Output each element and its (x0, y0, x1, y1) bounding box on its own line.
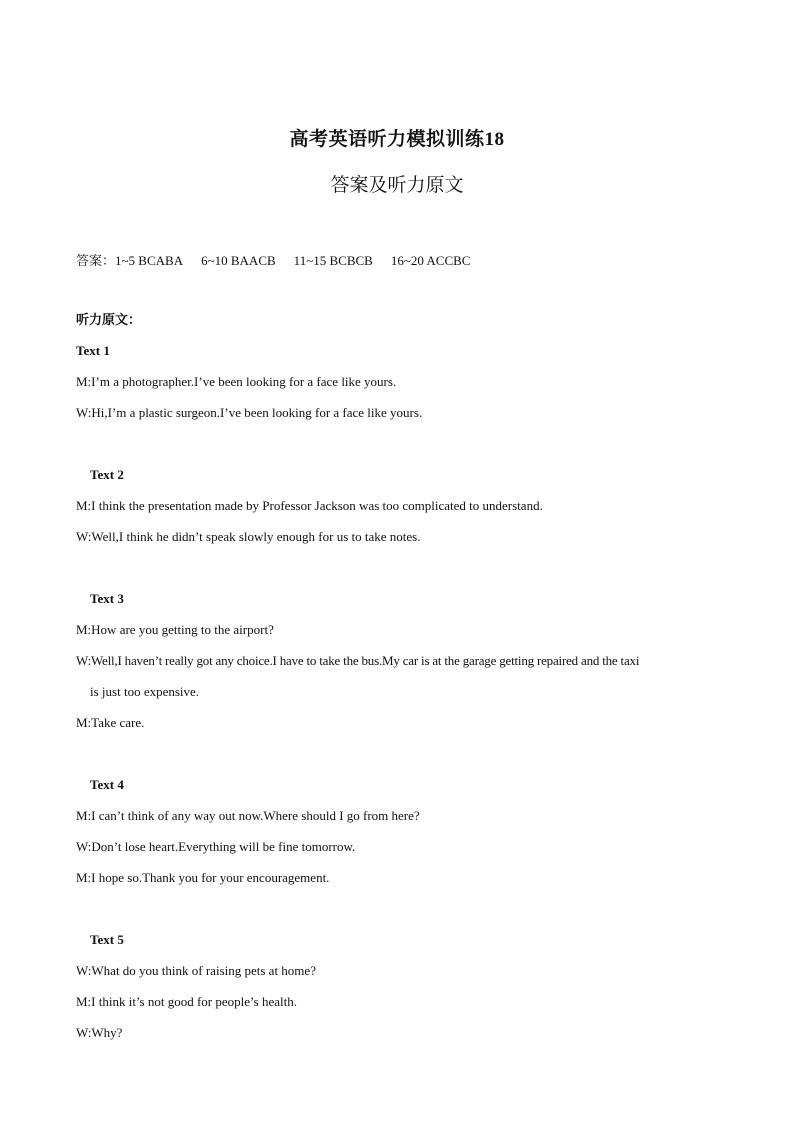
text-section-5 (76, 932, 726, 1041)
dialogue-line: M:How are you getting to the airport? (76, 622, 274, 637)
answer-group: 11~15 BCBCB (293, 253, 373, 268)
dialogue-line: M:I can’t think of any way out now.Where should I go from here? (76, 808, 420, 823)
text-heading: Text 5 (90, 932, 124, 947)
answer-label: 答案： (76, 253, 116, 268)
text-heading: Text 4 (90, 777, 124, 792)
dialogue-line: M:I’m a photographer.I’ve been looking for a face like yours. (76, 374, 397, 389)
page-title: 高考英语听力模拟训练18 (289, 129, 505, 150)
answer-group: 6~10 BAACB (201, 253, 276, 268)
dialogue-line: M:I hope so.Thank you for your encouragement. (76, 870, 330, 885)
transcript (76, 312, 726, 1056)
text-section-4 (76, 777, 726, 886)
transcript-label: 听力原文： (76, 312, 142, 327)
dialogue-line: M:I think it’s not good for people’s health. (76, 994, 297, 1009)
dialogue-line: W:Don’t lose heart.Everything will be fine tomorrow. (76, 839, 356, 854)
page-subtitle: 答案及听力原文 (330, 175, 464, 196)
answer-group: 1~5 BCABA (115, 253, 184, 268)
text-heading: Text 2 (90, 467, 124, 482)
text-section-1 (76, 343, 726, 421)
dialogue-line: W:Well,I think he didn’t speak slowly enough for us to take notes. (76, 529, 421, 544)
dialogue-line: W:Well,I haven’t really got any choice.I have to take the bus.My car is at the garage getting repaired and the taxi (76, 653, 640, 668)
answer-group: 16~20 ACCBC (390, 253, 471, 268)
text-section-3 (76, 591, 726, 731)
text-heading: Text 1 (76, 343, 110, 358)
text-section-2 (76, 467, 726, 545)
dialogue-line: W:Hi,I’m a plastic surgeon.I’ve been looking for a face like yours. (76, 405, 423, 420)
text-heading: Text 3 (90, 591, 124, 606)
dialogue-line: W:What do you think of raising pets at home? (76, 963, 316, 978)
dialogue-line: W:Why? (76, 1025, 123, 1040)
dialogue-line: M:I think the presentation made by Professor Jackson was too complicated to understand. (76, 498, 543, 513)
answer-key (76, 250, 488, 269)
dialogue-line-continued: is just too expensive. (90, 684, 200, 699)
dialogue-line: M:Take care. (76, 715, 145, 730)
